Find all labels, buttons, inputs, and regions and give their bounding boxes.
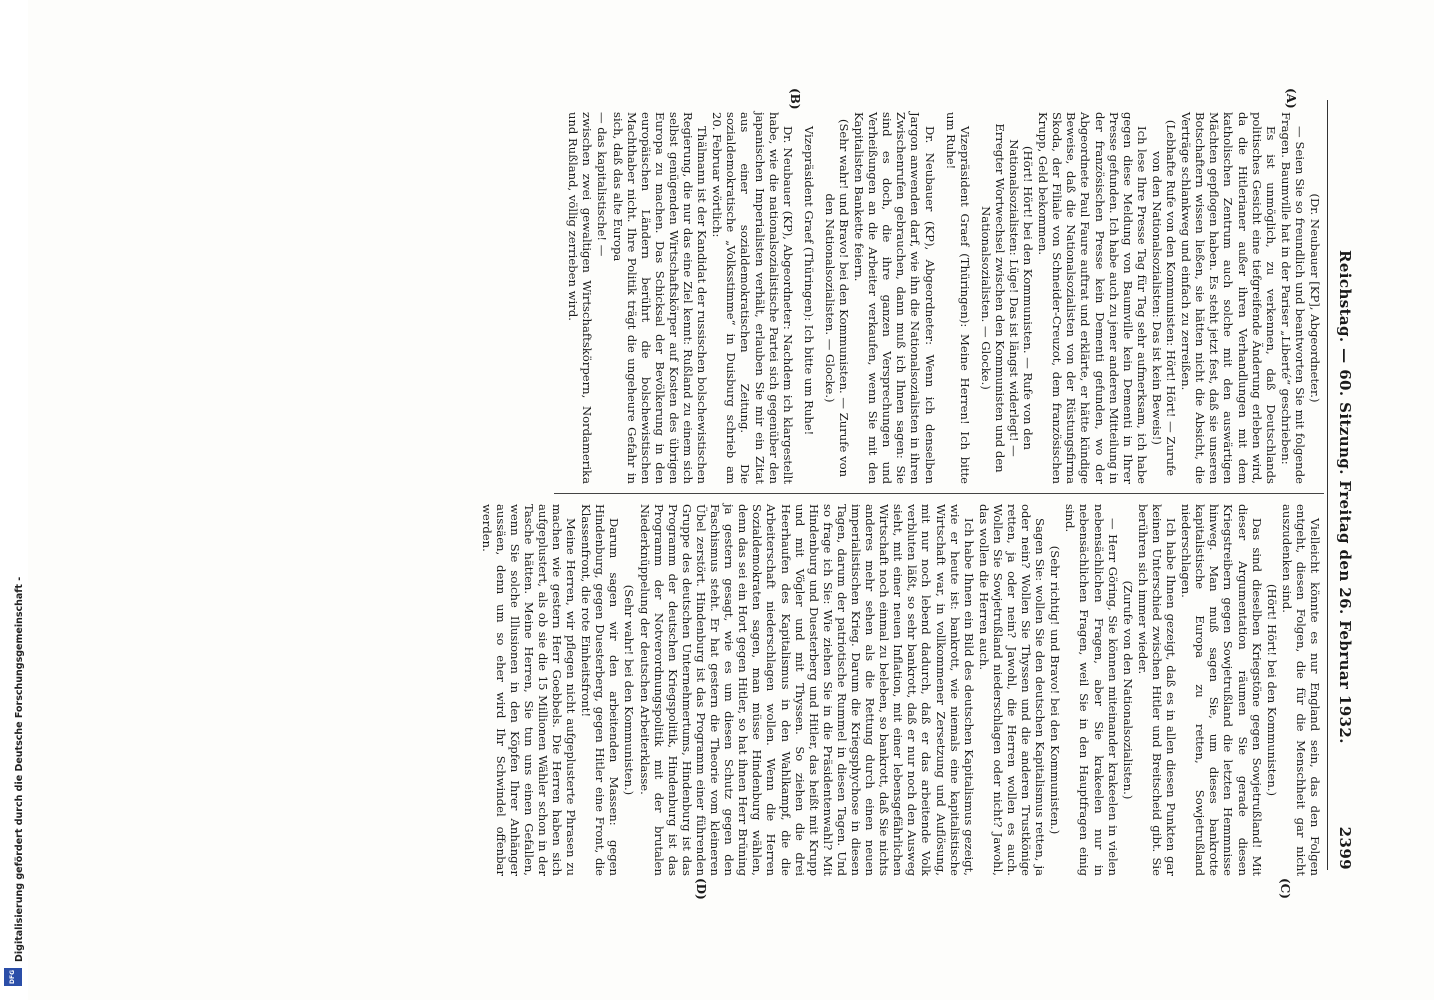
margin-mark-b: (B) xyxy=(788,88,802,110)
paragraph: Darum sagen wir den arbeitenden Massen: gegen Hindenburg, gegen Duesterberg, gegen Hitler eine Front, die Klassenfront, die rote Einheitsfront! xyxy=(579,504,622,876)
column-divider xyxy=(554,493,1324,494)
page-number: 2399 xyxy=(1336,826,1354,870)
interjection: (Hört! Hört! bei den Kommunisten. — Rufe von den Nationalsozialisten: Lüge! Das ist längst widerlegt! — Erregter Wortwechsel zwischen den Kommunisten und den Nationalsozialisten. — Glocke.) xyxy=(978,123,1036,473)
quotation: Thälmann ist der Kandidat der russischen bolschewistischen Regierung, die nur das eine Ziel kennt: Rußland zu einem sich selbst genügenden Wirtschaftskörper auf Kosten des übrigen Europa zu machen. Das Schicksal der Bevölkerung in den europäischen Ländern berührt die bolschewistischen Machthaber nicht. Ihre Politik trägt die ungeheure Gefahr in sich, daß das alte Europa xyxy=(610,112,710,484)
speaker-continuation: (Dr. Neubauer [KP], Abgeordneter.) xyxy=(1308,193,1322,403)
right-column xyxy=(478,504,1322,876)
digitization-credit: Digitalisierung gefördert durch die Deutsche Forschungsgemeinschaft - xyxy=(14,576,25,962)
margin-mark-a: (A) xyxy=(1284,88,1298,109)
paragraph: Ich habe Ihnen gezeigt, daß es in allen diesen Punkten gar keinen Unterschied zwischen Hitler und Breitscheid gibt. Sie berühren sich immer wieder. xyxy=(1135,504,1179,876)
margin-mark-d: (D) xyxy=(694,878,708,900)
interjection: (Sehr wahr! bei den Kommunisten.) xyxy=(622,584,637,796)
interjection-inline: — das kapitalistische! — xyxy=(595,112,610,257)
quotation: Es ist unmöglich, zu verkennen, daß Deutschlands politisches Gesicht eine tiefgreifende Änderung erleben wird, da die Hitlerianer außer ihren Verhandlungen mit dem katholischen Zentrum auch solche mit den auswärtigen Mächten gepflogen haben. Es steht jetzt fest, daß sie unseren Botschaftern wissen ließen, sie hätten nicht die Absicht, die Verträge schlankweg und einfach zu zerreißen. xyxy=(1179,112,1278,484)
paragraph: Meine Herren, wir pflegen nicht aufgeplusterte Phrasen zu machen wie gestern Herr Goebbels. Die Herren haben sich aufgeplustert, als ob sie die 15 Millionen Wähler schon in der Tasche hätten. Meine Herren, Sie tun uns einen Gefallen, wenn Sie solche Illusionen in den Köpfen Ihrer Anhänger aussäen, denn um so eher wird Ihr Schwindel offenbar werden. xyxy=(479,504,579,876)
interjection: (Sehr richtig! und Bravo! bei den Kommunisten.) xyxy=(1048,545,1063,835)
speaker-paragraph: Vizepräsident Graef (Thüringen): Ich bitte um Ruhe! xyxy=(801,126,816,436)
dfg-logo-icon: DFG xyxy=(4,968,22,986)
speaker-paragraph: Dr. Neubauer (KP), Abgeordneter: Nachdem ich klargestellt habe, wie die nationalsozialistische Partei sich gegenüber den japanischen Imperialisten verhält, erlauben Sie mir ein Zitat aus einer sozialdemokratischen Zeitung. Die sozialdemokratische „Volksstimme“ in Duisburg schrieb am 20. Februar wörtlich: xyxy=(710,112,795,484)
paragraph: — Seien Sie so freundlich und beantworten Sie mit folgende Fragen. Baumville hat in der Pariser „Liberté“ geschrieben: xyxy=(1278,112,1307,484)
digitization-sidebar xyxy=(0,0,28,1000)
margin-mark-c: (C) xyxy=(1278,878,1292,899)
interjection: (Sehr wahr! und Bravo! bei den Kommunisten. — Zurufe von den Nationalsozialisten. — Glocke.) xyxy=(822,118,851,478)
left-column xyxy=(565,112,1322,484)
paragraph: Ich habe Ihnen ein Bild des deutschen Kapitalismus gezeigt, wie er heute ist: bankrott, wie niemals eine kapitalistische Wirtschaft war, in vollkommener Zersetzung und Auflösung, mit nur noch lebend dadurch, daß er das arbeitende Volk verbluten läßt, so sehr bankrott, daß er nur noch den Ausweg sieht, mit einer neuen Inflation, mit einer lebensgefährlichen Wirtschaft noch einmal zu beleben, so bankrott, daß Sie nichts anderes mehr sehen als die Rettung durch einen neuen imperialistischen Krieg. Darum die Kriegsphychose in diesen Tagen, darum der patriotische Rummel in diesen Tagen. Und so frage ich Sie: Wie ziehen Sie in die Präsidentenwahl? Mit Hindenburg und Duesterberg und Hitler, das heißt mit Krupp und mit Vögler und mit Thyssen. So ziehen die drei Heerhaufen des Kapitalismus in den Wahlkampf, die die Arbeiterschaft niederschlagen wollen. Wenn die Herren Sozialdemokraten sagen, man müsse Hindenburg wählen, denn das sei ein Hort gegen Hitler, so hat ihnen Herr Brüning ja gestern gesagt, wie es um diesen Schutz gegen den Faschismus steht. Er hat gestern die Theorie vom kleineren Übel zerstört. Hindenburg ist das Programm einer führenden Gruppe des deutschen Unternehmertums, Hindenburg ist das Programm der deutschen Kriegspolitik, Hindenburg ist das Programm der Notverordnungspolitik mit der brutalen Niederknüppelung der deutschen Arbeiterklasse. xyxy=(637,504,976,876)
quotation: zwischen zwei gewaltigen Wirtschaftskörpern, Nordamerika und Rußland, völlig zerrieben wird. xyxy=(566,112,595,484)
speaker-paragraph: Vizepräsident Graef (Thüringen): Meine Herren! Ich bitte um Ruhe! xyxy=(943,112,972,484)
interjection: (Zurufe von den Nationalsozialisten.) xyxy=(1120,580,1135,800)
paragraph: — Herr Göring, Sie können miteinander krakeelen in vielen nebensächlichen Fragen, aber Sie krakeelen nur in nebensächlichen Fragen, weil Sie in den Hauptfragen einig sind. xyxy=(1063,504,1120,876)
header-title: Reichstag. — 60. Sitzung. Freitag den 26. Februar 1932. xyxy=(1336,250,1354,744)
running-header xyxy=(1332,100,1354,870)
paragraph: Das sind dieselben Kriegstöne gegen Sowjetrußland! Mit dieser Argumentation räumen Sie gerade diesen Kriegstreibern gegen Sowjetrußland die letzten Hemmnisse hinweg. Man muß sagen Sie, um dieses bankrotte kapitalistische Europa zu retten, Sowjetrußland niederschlagen. xyxy=(1179,504,1264,876)
paragraph: Sagen Sie: wollen Sie den deutschen Kapitalismus retten, ja oder nein? Wollen Sie Thyssen und die anderen Trustkönige retten, ja oder nein? Jawohl, die Herren wollen es auch. Wollen Sie Sowjetrußland niederschlagen oder nicht? Jawohl, das wollen die Herren auch. xyxy=(976,504,1048,876)
paragraph: Ich lese Ihre Presse Tag für Tag sehr aufmerksam, ich habe gegen diese Meldung von Baumville kein Dementi in Ihrer Presse gefunden. Ich habe auch zu jener anderen Mitteilung in der französischen Presse kein Dementi gefunden, wo der Abgeordnete Paul Faure auftrat und erklärte, er hätte kündige Beweise, daß die Nationalsozialisten von der Rüstungsfirma Skoda, der Filiale von Schneider-Creuzot, dem französischen Krupp, Geld bekommen. xyxy=(1036,112,1149,484)
header-rule xyxy=(1327,100,1328,870)
speaker-paragraph: Dr. Neubauer (KP), Abgeordneter: Wenn ich denselben Jargon anwenden darf, wie ihn die Nationalsozialisten in ihren Zwischenrufen gebrauchen, dann muß ich Ihnen sagen: Sie sind es doch, die ihre ganzen Versprechungen und Verheißungen an die Arbeiter verkaufen, wenn Sie mit den Kapitalisten Bankette feiern. xyxy=(852,112,937,484)
quotation: Vielleicht könnte es nur England sein, das den Folgen entgeht, diesen Folgen, die für die Menschheit gar nicht auszudenken sind. xyxy=(1279,504,1322,876)
interjection: (Hört! Hört! bei den Kommunisten.) xyxy=(1264,583,1279,796)
interjection: (Lebhafte Rufe von den Kommunisten: Hört! Hört! — Zurufe von den Nationalsozialisten: Das ist kein Beweis!) xyxy=(1149,119,1179,477)
